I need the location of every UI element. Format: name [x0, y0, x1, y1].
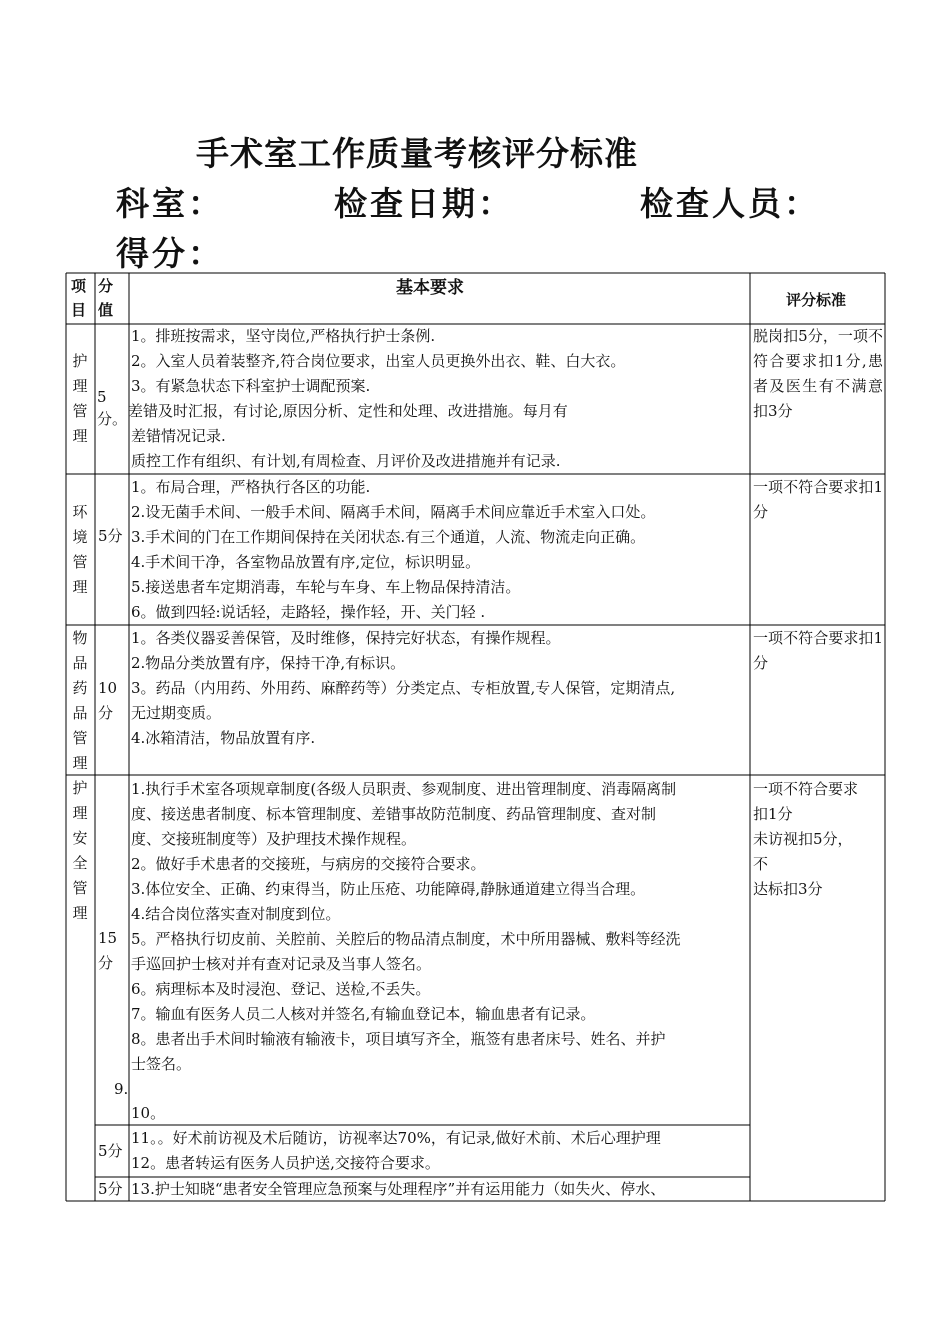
- requirement-line: 度、接送患者制度、标本管理制度、差错事故防范制度、药品管理制度、查对制: [131, 805, 657, 823]
- criteria-line: 不: [753, 855, 769, 873]
- requirement-line: 4.手术间干净，各室物品放置有序,定位，标识明显。: [131, 553, 481, 571]
- section-points: 5分: [98, 1142, 123, 1160]
- score-label: 得分：: [116, 234, 224, 273]
- criteria-text: 脱岗扣5分，一项不符合要求扣1分,患者及医生有不满意扣3分: [753, 327, 883, 420]
- check-date-label: 检查日期：: [334, 184, 514, 223]
- page-title: 手术室工作质量考核评分标准: [196, 134, 638, 173]
- criteria-line: 未访视扣5分，: [753, 830, 853, 848]
- section-points: 5分: [98, 527, 123, 545]
- criteria-text: 一项不符合要求扣1分: [753, 629, 883, 672]
- inspector-label: 检查人员：: [640, 184, 820, 223]
- requirement-line: 质控工作有组织、有计划,有周检查、月评价及改进措施并有记录.: [131, 452, 561, 470]
- requirement-line: 6。做到四轻:说话轻，走路轻，操作轻，开、关门轻 .: [131, 603, 486, 621]
- requirement-line: 3.体位安全、正确、约束得当，防止压疮、功能障碍,静脉通道建立得当合理。: [131, 880, 646, 898]
- section-name: 物品药品管理: [72, 629, 88, 772]
- section-points: 15分: [98, 929, 118, 972]
- criteria-line: 一项不符合要求: [753, 780, 859, 798]
- requirement-line: 差错情况记录.: [131, 427, 226, 445]
- requirement-line: 5。严格执行切皮前、关腔前、关腔后的物品清点制度，术中所用器械、敷料等经洗: [131, 930, 681, 948]
- requirement-line: 11。。好术前访视及术后随访，访视率达70%，有记录,做好术前、术后心理护理: [131, 1129, 661, 1147]
- section-name: 环境管理: [72, 503, 88, 596]
- requirement-line: 手巡回护士核对并有查对记录及当事人签名。: [131, 955, 432, 973]
- header-item: 项目: [71, 277, 87, 319]
- header-points: 分值: [98, 277, 114, 319]
- requirement-line: 5.接送患者车定期消毒，车轮与车身、车上物品保持清洁。: [131, 578, 521, 596]
- criteria-line: 达标扣3分: [753, 880, 823, 898]
- criteria-line: 扣1分: [753, 805, 793, 823]
- section-name: 护理安全管理: [72, 779, 88, 922]
- requirement-line: 差错及时汇报，有讨论,原因分析、定性和处理、改进措施。每月有: [128, 402, 568, 420]
- requirement-line: 1。排班按需求，坚守岗位,严格执行护士条例.: [131, 327, 436, 345]
- requirement-line: 6。病理标本及时浸泡、登记、送检,不丢失。: [131, 980, 431, 998]
- requirement-line: 1.执行手术室各项规章制度(各级人员职责、参观制度、进出管理制度、消毒隔离制: [131, 780, 677, 798]
- requirement-line: 13.护士知晓“患者安全管理应急预案与处理程序”并有运用能力（如失火、停水、: [131, 1180, 666, 1198]
- requirement-line: 1。布局合理，严格执行各区的功能.: [131, 478, 371, 496]
- section-points: 5分: [98, 1180, 123, 1198]
- requirement-line: 10。: [131, 1104, 166, 1122]
- requirement-line: 3.手术间的门在工作期间保持在关闭状态.有三个通道，人流、物流走向正确。: [131, 528, 646, 546]
- requirement-line: 2。做好手术患者的交接班，与病房的交接符合要求。: [131, 855, 486, 873]
- requirement-line: 3。有紧急状态下科室护士调配预案.: [131, 377, 371, 395]
- requirement-line: 1。各类仪器妥善保管，及时维修，保持完好状态，有操作规程。: [131, 629, 561, 647]
- requirement-line: 无过期变质。: [131, 704, 222, 722]
- section-points: 5分。: [97, 388, 128, 428]
- requirement-line: 7。输血有医务人员二人核对并签名,有输血登记本，输血患者有记录。: [131, 1005, 596, 1023]
- requirement-line: 士签名。: [131, 1055, 192, 1073]
- section-points: 10分: [98, 679, 118, 722]
- requirement-line: 4.结合岗位落实查对制度到位。: [131, 905, 341, 923]
- requirement-line: 12。患者转运有医务人员护送,交接符合要求。: [131, 1154, 440, 1172]
- requirement-line: 3。药品（内用药、外用药、麻醉药等）分类定点、专柜放置,专人保管，定期清点,: [131, 679, 676, 697]
- section-points-extra: 9.: [114, 1080, 129, 1098]
- requirement-line: 2。入室人员着装整齐,符合岗位要求，出室人员更换外出衣、鞋、白大衣。: [131, 352, 626, 370]
- criteria-text: 一项不符合要求扣1分: [753, 478, 883, 521]
- header-criteria: 评分标准: [786, 291, 847, 309]
- department-label: 科室：: [116, 184, 224, 223]
- requirement-line: 2.设无菌手术间、一般手术间、隔离手术间，隔离手术间应靠近手术室入口处。: [131, 503, 656, 521]
- header-requirements: 基本要求: [396, 278, 464, 298]
- section-name: 护理管理: [72, 352, 88, 445]
- requirement-line: 度、交接班制度等）及护理技术操作规程。: [131, 830, 417, 848]
- requirement-line: 2.物品分类放置有序，保持干净,有标识。: [131, 654, 406, 672]
- requirement-line: 8。患者出手术间时输液有输液卡，项目填写齐全，瓶签有患者床号、姓名、并护: [131, 1030, 666, 1048]
- requirement-line: 4.冰箱清洁，物品放置有序.: [131, 729, 316, 747]
